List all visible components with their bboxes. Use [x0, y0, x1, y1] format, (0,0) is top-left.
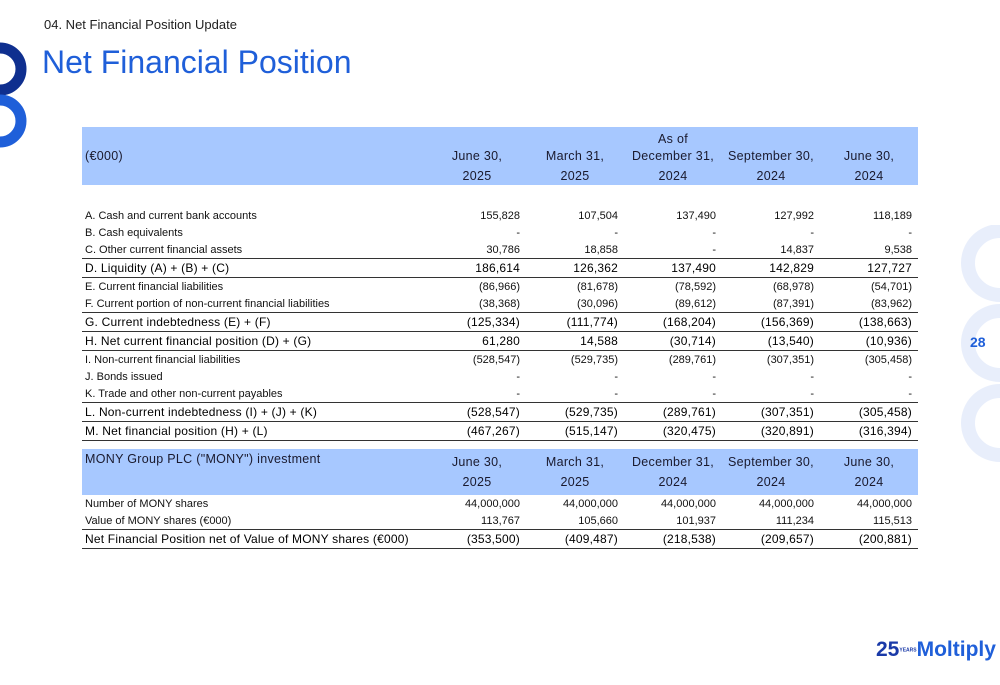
- row-value: 186,614: [428, 259, 526, 278]
- table-row: [82, 495, 918, 512]
- unit-label: (€000): [82, 127, 428, 185]
- row-value: (289,761): [624, 403, 722, 422]
- row-label: E. Current financial liabilities: [85, 280, 224, 293]
- column-header-line1: June 30,: [451, 148, 503, 163]
- table-row: [82, 295, 918, 313]
- column-header-line2: 2024: [756, 475, 786, 489]
- row-value: 118,189: [873, 209, 912, 222]
- row-value: (353,500): [428, 530, 526, 549]
- row-value: (218,538): [624, 530, 722, 549]
- row-value: 137,490: [676, 209, 716, 222]
- table-row: [82, 207, 918, 224]
- table-row: [82, 351, 918, 369]
- row-value: 9,538: [884, 243, 912, 256]
- column-header-line1: March 31,: [545, 148, 605, 163]
- row-label: G. Current indebtedness (E) + (F): [82, 313, 428, 332]
- row-value: (138,663): [820, 313, 918, 332]
- table-row: [82, 385, 918, 403]
- column-header: [526, 127, 624, 185]
- row-value: (78,592): [675, 280, 716, 293]
- row-value: (125,334): [428, 313, 526, 332]
- row-value: (168,204): [624, 313, 722, 332]
- row-value: 44,000,000: [660, 497, 716, 510]
- column-header: [428, 449, 526, 495]
- column-header: [526, 449, 624, 495]
- column-header-line1: September 30,: [728, 455, 814, 469]
- row-value: (81,678): [577, 280, 618, 293]
- logo-brand: Moltiply: [916, 638, 996, 661]
- row-value: (68,978): [773, 280, 814, 293]
- net-financial-position-table: [82, 127, 918, 441]
- row-value: -: [908, 226, 912, 239]
- row-value: 44,000,000: [758, 497, 814, 510]
- row-value: (38,368): [479, 297, 520, 310]
- row-value: (209,657): [722, 530, 820, 549]
- table-header: [82, 127, 918, 185]
- row-value: 30,786: [486, 243, 520, 256]
- column-header-line1: June 30,: [843, 148, 895, 163]
- table-row: [82, 512, 918, 530]
- row-value: 127,727: [820, 259, 918, 278]
- row-value: (86,966): [479, 280, 520, 293]
- column-header-line2: 2024: [854, 168, 884, 183]
- row-value: -: [810, 370, 814, 383]
- row-value: -: [712, 243, 716, 256]
- row-value: (409,487): [526, 530, 624, 549]
- column-header: [820, 127, 918, 185]
- table-header: [82, 449, 918, 495]
- row-value: 142,829: [722, 259, 820, 278]
- row-value: (289,761): [668, 353, 716, 366]
- table-row: [82, 278, 918, 296]
- column-header-line2: 2024: [854, 475, 884, 489]
- row-value: -: [614, 370, 618, 383]
- row-value: -: [516, 387, 520, 400]
- row-value: (307,351): [766, 353, 814, 366]
- column-header-line1: December 31,: [631, 455, 715, 469]
- column-header-line2: 2024: [658, 168, 688, 183]
- row-value: 113,767: [481, 514, 520, 527]
- row-value: 101,937: [676, 514, 716, 527]
- row-value: -: [810, 226, 814, 239]
- row-value: (30,096): [577, 297, 618, 310]
- row-label: I. Non-current financial liabilities: [85, 353, 241, 366]
- row-value: (305,458): [864, 353, 912, 366]
- row-value: -: [810, 387, 814, 400]
- logo-years: 25: [876, 638, 900, 661]
- column-header-line2: 2024: [658, 475, 688, 489]
- row-label: A. Cash and current bank accounts: [85, 209, 257, 222]
- row-value: (30,714): [624, 332, 722, 351]
- row-label: L. Non-current indebtedness (I) + (J) + (K): [82, 403, 428, 422]
- column-header-line2: 2025: [560, 168, 590, 183]
- row-value: -: [614, 226, 618, 239]
- page-title: Net Financial Position: [42, 44, 352, 80]
- column-header: [820, 449, 918, 495]
- row-value: 105,660: [578, 514, 618, 527]
- row-value: 61,280: [428, 332, 526, 351]
- row-value: (515,147): [526, 422, 624, 441]
- row-label: C. Other current financial assets: [85, 243, 243, 256]
- column-header: [624, 127, 722, 185]
- column-header-line1: March 31,: [545, 455, 605, 469]
- row-value: (111,774): [526, 313, 624, 332]
- row-value: 126,362: [526, 259, 624, 278]
- column-header-line2: 2024: [756, 168, 786, 183]
- row-value: -: [908, 370, 912, 383]
- as-of-label: As of: [658, 131, 688, 146]
- row-value: -: [712, 387, 716, 400]
- column-header-line1: December 31,: [631, 148, 715, 163]
- row-label: B. Cash equivalents: [85, 226, 183, 239]
- section-label: 04. Net Financial Position Update: [44, 17, 237, 32]
- row-value: (528,547): [428, 403, 526, 422]
- row-value: (528,547): [472, 353, 520, 366]
- row-value: 14,588: [526, 332, 624, 351]
- row-value: (10,936): [820, 332, 918, 351]
- row-value: 137,490: [624, 259, 722, 278]
- row-value: 44,000,000: [856, 497, 912, 510]
- column-header: [722, 127, 820, 185]
- row-value: 127,992: [774, 209, 814, 222]
- row-value: -: [712, 370, 716, 383]
- row-label: M. Net financial position (H) + (L): [82, 422, 428, 441]
- row-value: -: [614, 387, 618, 400]
- row-value: -: [712, 226, 716, 239]
- table-row: [82, 313, 918, 332]
- row-value: (320,475): [624, 422, 722, 441]
- decorative-left-arcs: [0, 40, 30, 150]
- row-value: (87,391): [773, 297, 814, 310]
- table-row: [82, 241, 918, 259]
- row-value: (156,369): [722, 313, 820, 332]
- row-value: -: [516, 226, 520, 239]
- column-header-line2: 2025: [462, 168, 492, 183]
- row-value: -: [908, 387, 912, 400]
- table-row: [82, 259, 918, 278]
- row-label: D. Liquidity (A) + (B) + (C): [82, 259, 428, 278]
- column-header: [722, 449, 820, 495]
- row-label: J. Bonds issued: [85, 370, 163, 383]
- row-label: Number of MONY shares: [85, 497, 209, 510]
- row-value: (200,881): [820, 530, 918, 549]
- table-row: [82, 530, 918, 549]
- row-value: 107,504: [578, 209, 618, 222]
- row-label: K. Trade and other non-current payables: [85, 387, 283, 400]
- row-value: 14,837: [780, 243, 814, 256]
- column-header-line1: September 30,: [728, 148, 814, 163]
- table-row: [82, 224, 918, 241]
- row-value: (529,735): [526, 403, 624, 422]
- mony-header-label: MONY Group PLC ("MONY") investment: [82, 449, 428, 495]
- row-value: (83,962): [871, 297, 912, 310]
- row-value: (316,394): [820, 422, 918, 441]
- row-value: -: [516, 370, 520, 383]
- row-value: (529,735): [570, 353, 618, 366]
- row-value: 44,000,000: [464, 497, 520, 510]
- column-header-line1: June 30,: [843, 455, 895, 469]
- table-row: [82, 403, 918, 422]
- row-value: 115,513: [873, 514, 912, 527]
- row-value: (320,891): [722, 422, 820, 441]
- table-body: [82, 495, 918, 549]
- row-value: 155,828: [480, 209, 520, 222]
- row-label: H. Net current financial position (D) + (G): [82, 332, 428, 351]
- column-header-line2: 2025: [560, 475, 590, 489]
- moltiply-logo: [876, 638, 996, 662]
- column-header: [428, 127, 526, 185]
- table-row: [82, 368, 918, 385]
- row-value: 18,858: [584, 243, 618, 256]
- row-value: 44,000,000: [562, 497, 618, 510]
- row-label: Value of MONY shares (€000): [85, 514, 232, 527]
- table-row: [82, 332, 918, 351]
- table-row: [82, 422, 918, 441]
- row-value: (307,351): [722, 403, 820, 422]
- row-value: (54,701): [871, 280, 912, 293]
- column-header-line2: 2025: [462, 475, 492, 489]
- row-value: (13,540): [722, 332, 820, 351]
- row-label: Net Financial Position net of Value of MONY shares (€000): [82, 530, 428, 549]
- row-label: F. Current portion of non-current financial liabilities: [85, 297, 330, 310]
- row-value: (89,612): [675, 297, 716, 310]
- mony-investment-table: [82, 449, 918, 549]
- column-header: [624, 449, 722, 495]
- column-header-line1: June 30,: [451, 455, 503, 469]
- row-value: 111,234: [775, 514, 814, 527]
- row-value: (467,267): [428, 422, 526, 441]
- row-value: (305,458): [820, 403, 918, 422]
- table-body: [82, 185, 918, 441]
- page-number: 28: [970, 334, 986, 350]
- logo-years-tag: YEARS: [899, 647, 917, 654]
